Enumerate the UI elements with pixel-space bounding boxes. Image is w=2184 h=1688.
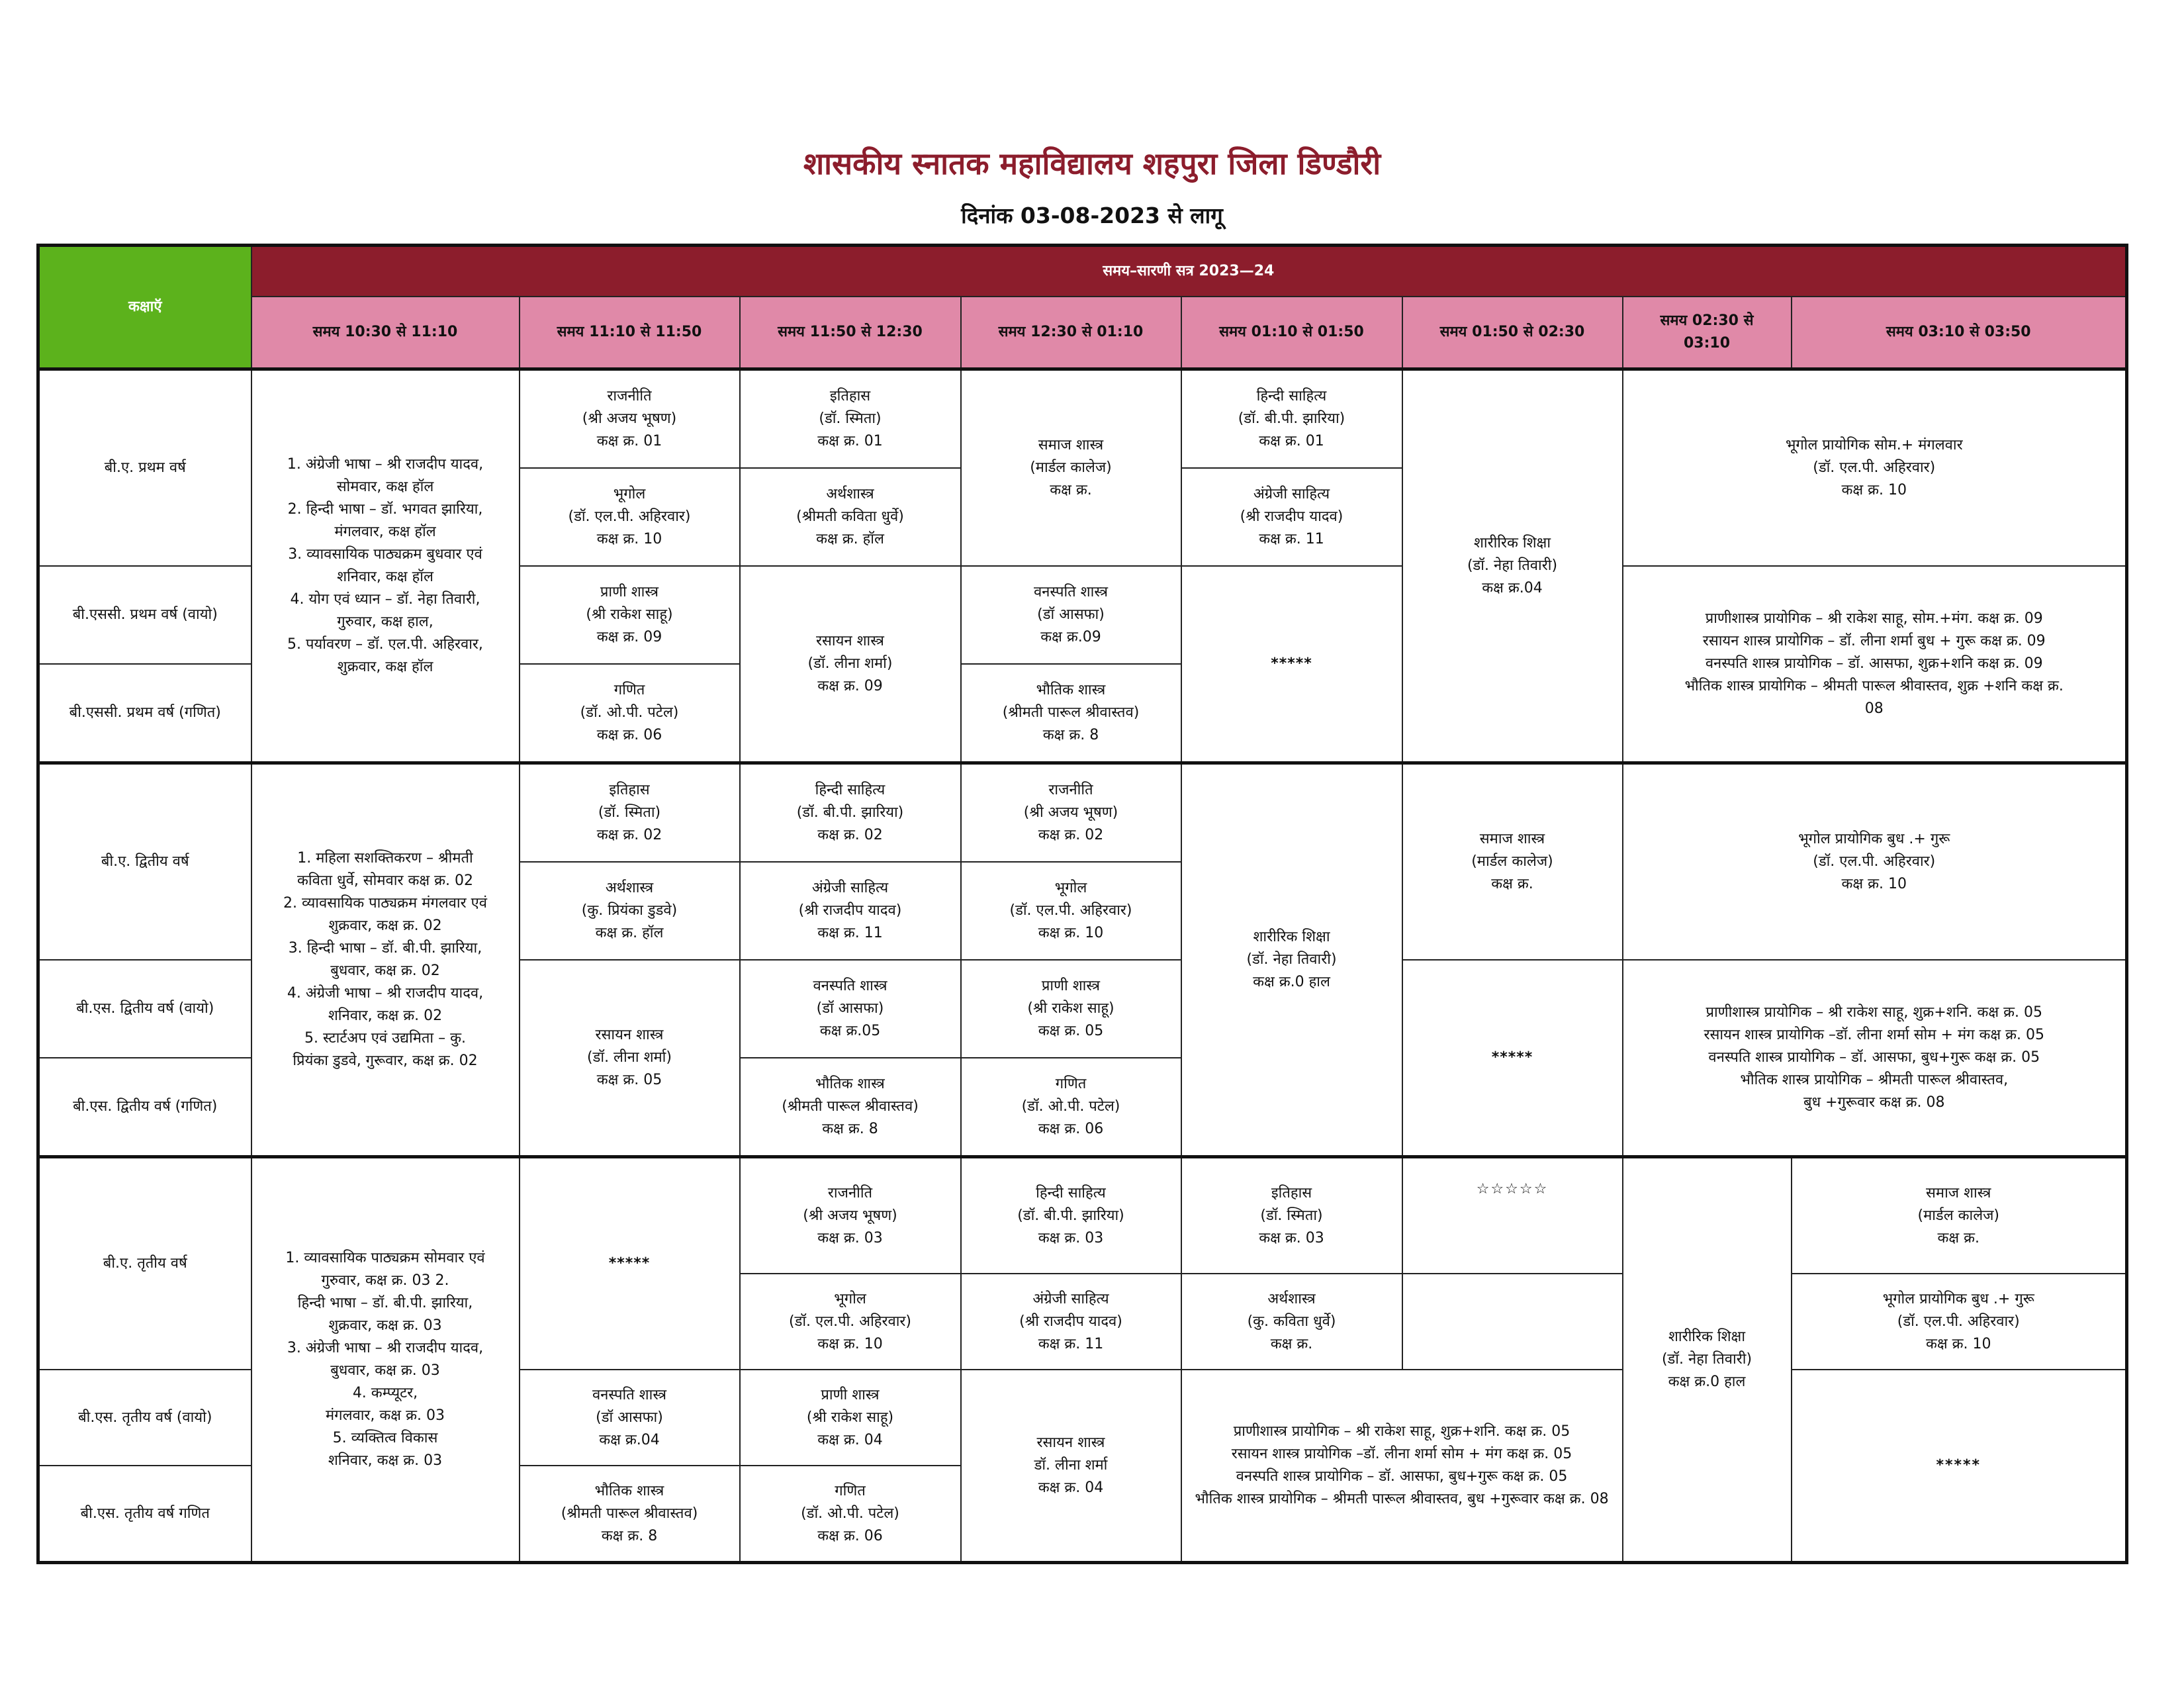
- timetable-cell: राजनीति (श्री अजय भूषण) कक्ष क्र. 03: [740, 1157, 961, 1274]
- timetable-cell: अंग्रेजी साहित्य (श्री राजदीप यादव) कक्ष क्र. 11: [961, 1274, 1181, 1370]
- timetable-cell: हिन्दी साहित्य (डॉ. बी.पी. झारिया) कक्ष क्र. 01: [1181, 369, 1402, 469]
- common-subjects-cell: 1. अंग्रेजी भाषा – श्री राजदीप यादव, सोमवार, कक्ष हॉल 2. हिन्दी भाषा – डॉ. भगवत झारिया, मंगलवार, कक्ष हॉल 3. व्यावसायिक पाठ्यक्रम बुधवार एवं शनिवार, कक्ष हॉल 4. योग एवं ध्यान – डॉ. नेहा तिवारी, गुरुवार, कक्ष हाल, 5. पर्यावरण – डॉ. एल.पी. अहिरवार, शुक्रवार, कक्ष हॉल: [251, 369, 520, 763]
- timetable-cell: अर्थशास्त्र (श्रीमती कविता धुर्वे) कक्ष क्र. हॉल: [740, 468, 961, 566]
- slot-header-4: समय 12:30 से 01:10: [961, 297, 1181, 369]
- timetable-cell: भूगोल (डॉ. एल.पी. अहिरवार) कक्ष क्र. 10: [740, 1274, 961, 1370]
- empty-slot-cell: *****: [1181, 566, 1402, 763]
- timetable-cell: वनस्पति शास्त्र (डॉ आसफा) कक्ष क्र.04: [520, 1370, 740, 1466]
- college-title: शासकीय स्नातक महाविद्यालय शहपुरा जिला डिण्डौरी: [803, 146, 1381, 181]
- slot-header-8: समय 03:10 से 03:50: [1792, 297, 2127, 369]
- slot-header-3: समय 11:50 से 12:30: [740, 297, 961, 369]
- timetable-cell: भूगोल (डॉ. एल.पी. अहिरवार) कक्ष क्र. 10: [520, 468, 740, 566]
- empty-slot-cell: *****: [520, 1157, 740, 1370]
- class-label: बी.ए. प्रथम वर्ष: [38, 369, 251, 567]
- timetable-cell: इतिहास (डॉ. स्मिता) कक्ष क्र. 01: [740, 369, 961, 469]
- practical-cell: प्राणीशास्त्र प्रायोगिक – श्री राकेश साहू, शुक्र+शनि. कक्ष क्र. 05 रसायन शास्त्र प्रायोगिक –डॉ. लीना शर्मा सोम + मंग कक्ष क्र. 05 वनस्पति शास्त्र प्रायोगिक – डॉ. आसफा, बुध+गुरू कक्ष क्र. 05 भौतिक शास्त्र प्रायोगिक – श्रीमती पारूल श्रीवास्तव, बुध +गुरूवार कक्ष क्र. 08: [1623, 960, 2127, 1157]
- timetable-cell: अर्थशास्त्र (कु. कविता धुर्वे) कक्ष क्र.: [1181, 1274, 1402, 1370]
- timetable-cell: समाज शास्त्र (मार्डल कालेज) कक्ष क्र.: [1402, 763, 1623, 961]
- common-subjects-cell: 1. व्यावसायिक पाठ्यक्रम सोमवार एवं गुरुवार, कक्ष क्र. 03 2. हिन्दी भाषा – डॉ. बी.पी. झारिया, शुक्रवार, कक्ष क्र. 03 3. अंग्रेजी भाषा – श्री राजदीप यादव, बुधवार, कक्ष क्र. 03 4. कम्प्यूटर, मंगलवार, कक्ष क्र. 03 5. व्यक्तित्व विकास शनिवार, कक्ष क्र. 03: [251, 1157, 520, 1563]
- timetable: [36, 244, 2128, 1564]
- practical-cell: भूगोल प्रायोगिक बुध .+ गुरू (डॉ. एल.पी. अहिरवार) कक्ष क्र. 10: [1623, 763, 2127, 961]
- class-label: बी.एस. तृतीय वर्ष गणित: [38, 1466, 251, 1563]
- common-subjects-cell: 1. महिला सशक्तिकरण – श्रीमती कविता धुर्वे, सोमवार कक्ष क्र. 02 2. व्यावसायिक पाठ्यक्रम मंगलवार एवं शुक्रवार, कक्ष क्र. 02 3. हिन्दी भाषा – डॉ. बी.पी. झारिया, बुधवार, कक्ष क्र. 02 4. अंग्रेजी भाषा – श्री राजदीप यादव, शनिवार, कक्ष क्र. 02 5. स्टार्टअप एवं उद्यमिता – कु. प्रियंका डुडवे, गुरूवार, कक्ष क्र. 02: [251, 763, 520, 1157]
- timetable-cell: अंग्रेजी साहित्य (श्री राजदीप यादव) कक्ष क्र. 11: [1181, 468, 1402, 566]
- slot-header-5: समय 01:10 से 01:50: [1181, 297, 1402, 369]
- timetable-cell: रसायन शास्त्र (डॉ. लीना शर्मा) कक्ष क्र. 09: [740, 566, 961, 763]
- timetable-banner: समय–सारणी सत्र 2023—24: [251, 246, 2127, 297]
- timetable-cell: भूगोल (डॉ. एल.पी. अहिरवार) कक्ष क्र. 10: [961, 862, 1181, 960]
- timetable-cell: इतिहास (डॉ. स्मिता) कक्ष क्र. 02: [520, 763, 740, 863]
- practical-cell: भूगोल प्रायोगिक बुध .+ गुरू (डॉ. एल.पी. अहिरवार) कक्ष क्र. 10: [1792, 1274, 2127, 1370]
- timetable-cell: इतिहास (डॉ. स्मिता) कक्ष क्र. 03: [1181, 1157, 1402, 1274]
- practical-cell: भूगोल प्रायोगिक सोम.+ मंगलवार (डॉ. एल.पी. अहिरवार) कक्ष क्र. 10: [1623, 369, 2127, 567]
- effective-date: दिनांक 03-08-2023 से लागू: [961, 203, 1223, 228]
- empty-slot-cell: *****: [1402, 960, 1623, 1157]
- empty-slot-cell: *****: [1792, 1370, 2127, 1563]
- timetable-cell: भौतिक शास्त्र (श्रीमती पारूल श्रीवास्तव) कक्ष क्र. 8: [740, 1058, 961, 1157]
- timetable-cell: शारीरिक शिक्षा (डॉ. नेहा तिवारी) कक्ष क्र.0 हाल: [1623, 1157, 1792, 1563]
- slot-header-7: समय 02:30 से 03:10: [1623, 297, 1792, 369]
- slot-header-1: समय 10:30 से 11:10: [251, 297, 520, 369]
- timetable-cell: अंग्रेजी साहित्य (श्री राजदीप यादव) कक्ष क्र. 11: [740, 862, 961, 960]
- empty-cell: [1402, 1274, 1623, 1370]
- slot-header-2: समय 11:10 से 11:50: [520, 297, 740, 369]
- timetable-cell: राजनीति (श्री अजय भूषण) कक्ष क्र. 02: [961, 763, 1181, 863]
- timetable-cell: समाज शास्त्र (मार्डल कालेज) कक्ष क्र.: [961, 369, 1181, 567]
- timetable-cell: गणित (डॉ. ओ.पी. पटेल) कक्ष क्र. 06: [961, 1058, 1181, 1157]
- timetable-cell: समाज शास्त्र (मार्डल कालेज) कक्ष क्र.: [1792, 1157, 2127, 1274]
- timetable-cell: गणित (डॉ. ओ.पी. पटेल) कक्ष क्र. 06: [520, 664, 740, 763]
- practical-cell: प्राणीशास्त्र प्रायोगिक – श्री राकेश साहू, सोम.+मंग. कक्ष क्र. 09 रसायन शास्त्र प्रायोगिक – डॉ. लीना शर्मा बुध + गुरू कक्ष क्र. 09 वनस्पति शास्त्र प्रायोगिक – डॉ. आसफा, शुक्र+शनि कक्ष क्र. 09 भौतिक शास्त्र प्रायोगिक – श्रीमती पारूल श्रीवास्तव, शुक्र +शनि कक्ष क्र. 08: [1623, 566, 2127, 763]
- timetable-cell: शारीरिक शिक्षा (डॉ. नेहा तिवारी) कक्ष क्र.04: [1402, 369, 1623, 763]
- timetable-cell: राजनीति (श्री अजय भूषण) कक्ष क्र. 01: [520, 369, 740, 469]
- slot-header-6: समय 01:50 से 02:30: [1402, 297, 1623, 369]
- timetable-cell: प्राणी शास्त्र (श्री राकेश साहू) कक्ष क्र. 04: [740, 1370, 961, 1466]
- timetable-cell: भौतिक शास्त्र (श्रीमती पारूल श्रीवास्तव) कक्ष क्र. 8: [961, 664, 1181, 763]
- timetable-cell: हिन्दी साहित्य (डॉ. बी.पी. झारिया) कक्ष क्र. 02: [740, 763, 961, 863]
- timetable-cell: रसायन शास्त्र डॉ. लीना शर्मा कक्ष क्र. 04: [961, 1370, 1181, 1563]
- timetable-cell: अर्थशास्त्र (कु. प्रियंका डुडवे) कक्ष क्र. हॉल: [520, 862, 740, 960]
- classes-header: कक्षाऍ: [38, 246, 251, 369]
- timetable-cell: शारीरिक शिक्षा (डॉ. नेहा तिवारी) कक्ष क्र.0 हाल: [1181, 763, 1402, 1157]
- class-label: बी.एस. तृतीय वर्ष (वायो): [38, 1370, 251, 1466]
- timetable-cell: वनस्पति शास्त्र (डॉ आसफा) कक्ष क्र.09: [961, 566, 1181, 664]
- timetable-cell: हिन्दी साहित्य (डॉ. बी.पी. झारिया) कक्ष क्र. 03: [961, 1157, 1181, 1274]
- class-label: बी.एससी. प्रथम वर्ष (वायो): [38, 566, 251, 664]
- empty-slot-cell: ☆☆☆☆☆: [1402, 1157, 1623, 1274]
- class-label: बी.एससी. प्रथम वर्ष (गणित): [38, 664, 251, 763]
- practical-cell: प्राणीशास्त्र प्रायोगिक – श्री राकेश साहू, शुक्र+शनि. कक्ष क्र. 05 रसायन शास्त्र प्रायोगिक –डॉ. लीना शर्मा सोम + मंग कक्ष क्र. 05 वनस्पति शास्त्र प्रायोगिक – डॉ. आसफा, बुध+गुरू कक्ष क्र. 05 भौतिक शास्त्र प्रायोगिक – श्रीमती पारूल श्रीवास्तव, बुध +गुरूवार कक्ष क्र. 08: [1181, 1370, 1623, 1563]
- timetable-cell: रसायन शास्त्र (डॉ. लीना शर्मा) कक्ष क्र. 05: [520, 960, 740, 1157]
- timetable-cell: भौतिक शास्त्र (श्रीमती पारूल श्रीवास्तव) कक्ष क्र. 8: [520, 1466, 740, 1563]
- class-label: बी.एस. द्वितीय वर्ष (वायो): [38, 960, 251, 1058]
- timetable-cell: वनस्पति शास्त्र (डॉ आसफा) कक्ष क्र.05: [740, 960, 961, 1058]
- class-label: बी.ए. द्वितीय वर्ष: [38, 763, 251, 961]
- timetable-cell: प्राणी शास्त्र (श्री राकेश साहू) कक्ष क्र. 09: [520, 566, 740, 664]
- class-label: बी.ए. तृतीय वर्ष: [38, 1157, 251, 1370]
- timetable-cell: प्राणी शास्त्र (श्री राकेश साहू) कक्ष क्र. 05: [961, 960, 1181, 1058]
- timetable-cell: गणित (डॉ. ओ.पी. पटेल) कक्ष क्र. 06: [740, 1466, 961, 1563]
- class-label: बी.एस. द्वितीय वर्ष (गणित): [38, 1058, 251, 1157]
